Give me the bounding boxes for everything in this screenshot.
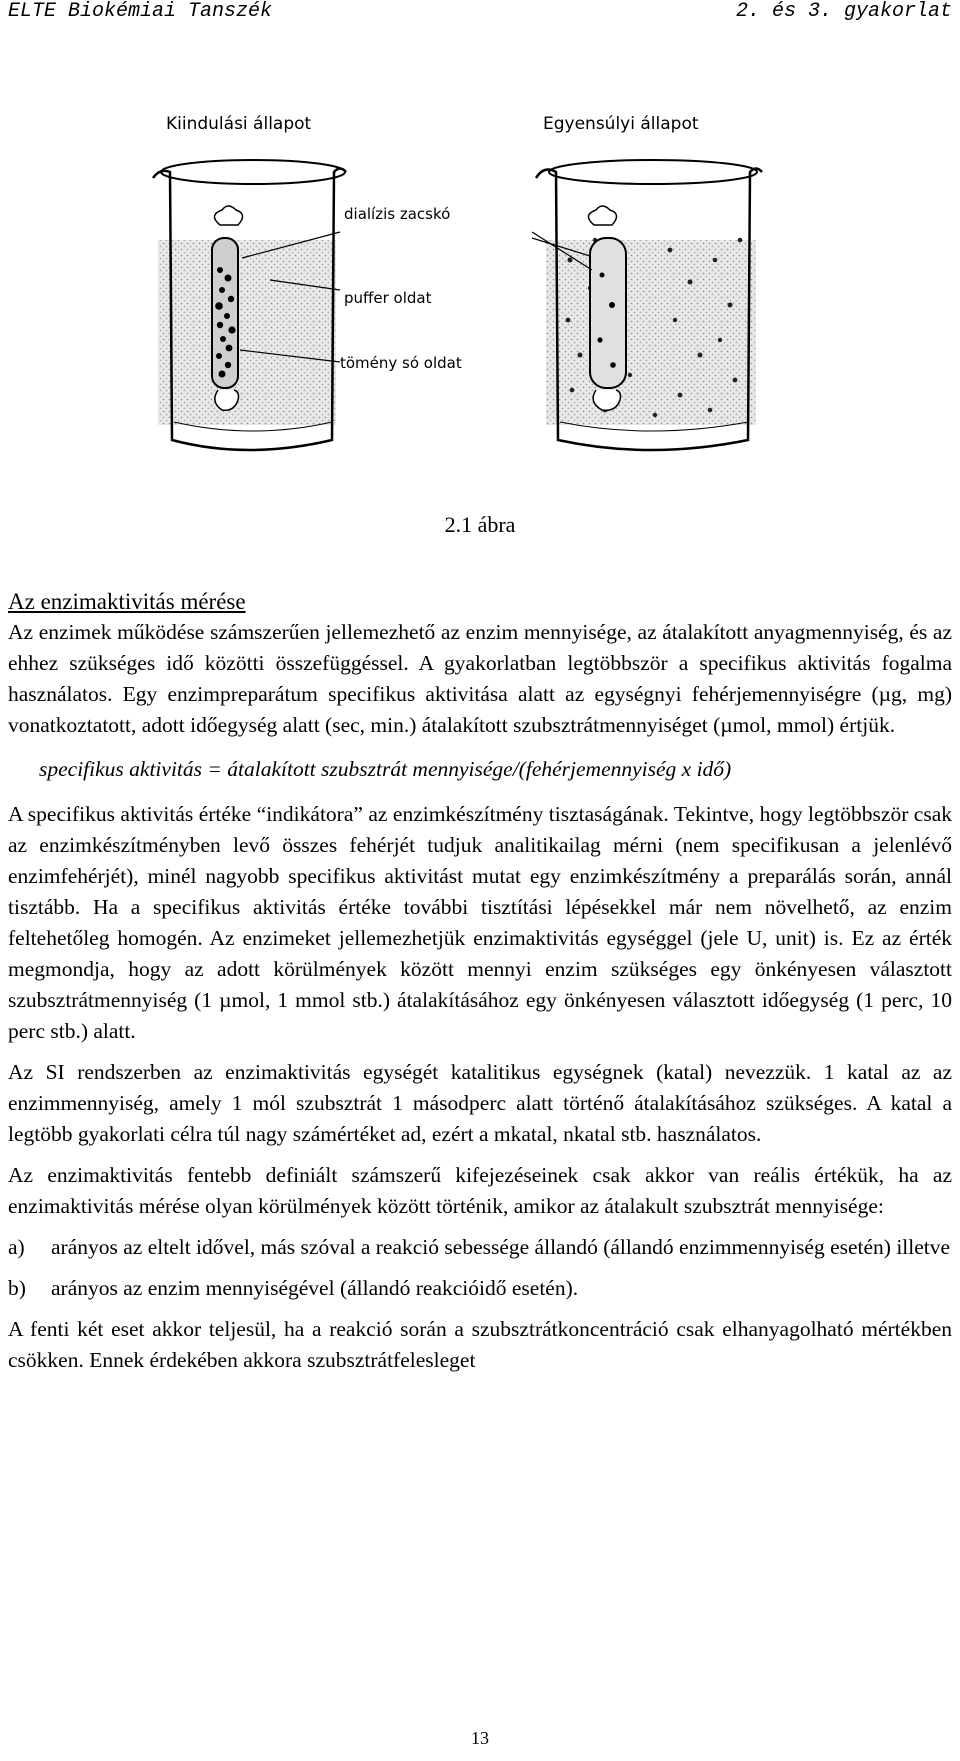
right-beaker	[536, 160, 762, 450]
main-content	[8, 586, 952, 1376]
paragraph-5: A fenti két eset akkor teljesül, ha a reakció során a szubsztrátkoncentráció csak elhanyagolható mértékben csökken. Ennek érdekében akkora szubsztrátfelesleget	[8, 1317, 952, 1372]
label-salt-solution: tömény só oldat	[340, 354, 462, 372]
figure-caption: 2.1 ábra	[444, 512, 516, 537]
dialysis-figure	[150, 110, 810, 500]
label-buffer-solution: puffer oldat	[344, 289, 432, 307]
formula: specifikus aktivitás = átalakított szubsztrát mennyisége/(fehérjemennyiség x idő)	[39, 757, 732, 781]
paragraph-4: Az enzimaktivitás fentebb definiált számszerű kifejezéseinek csak akkor van reális értékük, ha az enzimaktivitás mérése olyan körülmények között történik, amikor az átalakult szubsztrát mennyisége:	[8, 1163, 952, 1218]
list-marker-b: b)	[8, 1276, 26, 1300]
header-left: ELTE Biokémiai Tanszék	[8, 0, 273, 23]
list-text-b: arányos az enzim mennyiségével (állandó reakcióidő esetén).	[51, 1276, 579, 1300]
right-dialysis-bag	[588, 206, 626, 410]
list-marker-a: a)	[8, 1235, 25, 1259]
figure-left-title: Kiindulási állapot	[166, 114, 312, 134]
header-right: 2. és 3. gyakorlat	[735, 0, 952, 23]
left-beaker	[153, 160, 346, 450]
list-item-a	[8, 1232, 952, 1263]
paragraph-2: A specifikus aktivitás értéke “indikátora” az enzimkészítmény tisztaságának. Tekintve, hogy legtöbbször csak az enzimkészítményben levő összes fehérjét tudjuk analitikailag mérni (nem specifikusan a jelenlévő enzimfehérjét), minél nagyobb specifikus aktivitást mutat egy enzimkészítmény a preparálás során, annál tisztább. Ha a specifikus aktivitás értéke további tisztítási lépésekkel már nem növelhető, az enzim feltehetőleg homogén. Az enzimeket jellemezhetjük enzimaktivitás egységgel (jele U, unit) is. Ez az érték megmondja, hogy az adott körülmények között mennyi enzim szükséges egy önkényesen választott szubsztrátmennyiség (1 µmol, 1 mmol stb.) átalakításához egy önkényesen választott időegység (1 perc, 10 perc stb.) alatt.	[8, 802, 952, 1043]
figure-right-title: Egyensúlyi állapot	[543, 114, 699, 134]
list-item-b	[8, 1273, 952, 1304]
paragraph-3: Az SI rendszerben az enzimaktivitás egységét katalitikus egységnek (katal) nevezzük. 1 katal az az enzimmennyiség, amely 1 mól szubsztrát 1 másodperc alatt történő átalakításához szükséges. A katal a legtöbb gyakorlati célra túl nagy számértéket ad, ezért a mkatal, nkatal stb. használatos.	[8, 1060, 952, 1146]
page-number: 13	[471, 1728, 489, 1748]
list-text-a: arányos az eltelt idővel, más szóval a reakció sebessége állandó (állandó enzimmennyiség esetén) illetve	[51, 1235, 951, 1259]
paragraph-1: Az enzimek működése számszerűen jellemezhető az enzim mennyisége, az átalakított anyagmennyiség, és az ehhez szükséges idő közötti összefüggéssel. A gyakorlatban legtöbbször a specifikus aktivitás fogalma használatos. Egy enzimpreparátum specifikus aktivitása alatt az egységnyi fehérjemennyiségre (µg, mg) vonatkoztatott, adott időegység alatt (sec, min.) átalakított szubsztrátmennyiséget (µmol, mmol) értjük.	[8, 620, 952, 737]
left-dialysis-bag	[212, 206, 243, 410]
label-dialysis-bag: dialízis zacskó	[344, 205, 451, 223]
section-title: Az enzimaktivitás mérése	[8, 589, 246, 614]
page-header	[8, 0, 952, 30]
